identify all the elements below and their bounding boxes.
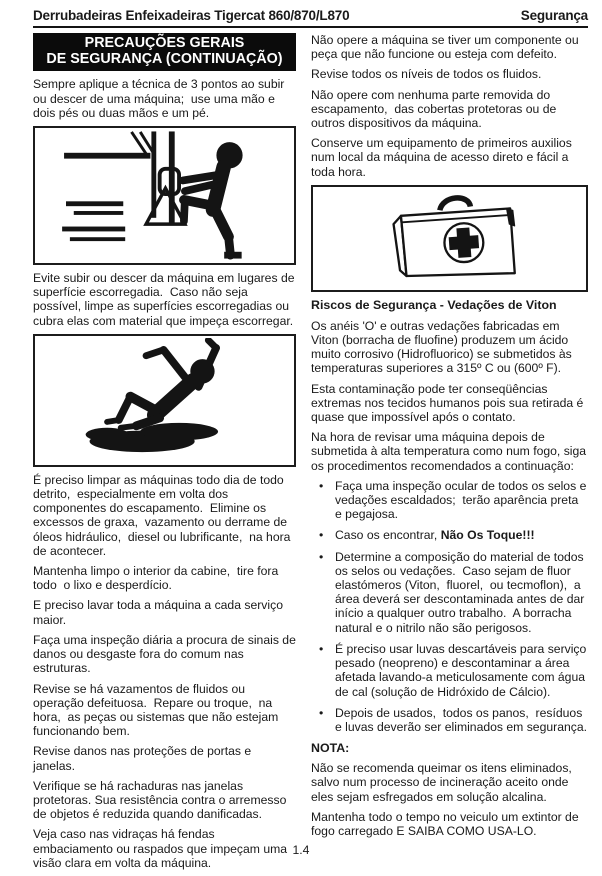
paragraph: Evite subir ou descer da máquina em lugares de superfície escorregadia. Caso não seja possível, limpe as superfícies escorregadias ou cubra elas com material que impeça escorregar.: [33, 271, 298, 328]
paragraph: É preciso limpar as máquinas todo dia de todo detrito, especialmente em volta dos componentes do escapamento. Elimine os excessos de graxa, vazamento ou derrame de óleos hidráulico, diesel ou lubrificante, na hora de acontecer.: [33, 472, 294, 558]
right-column: [311, 33, 588, 876]
bullet-icon: •: [319, 478, 324, 493]
procedure-bullet-list: [311, 479, 588, 734]
list-item: [311, 528, 588, 542]
page-number: 1.4: [292, 843, 310, 857]
list-item: • Depois de usados, todos os panos, resíduos e luvas deverão ser eliminados em segurança.: [311, 706, 588, 734]
figure-first-aid-kit: [311, 185, 588, 292]
nota-label: NOTA:: [311, 741, 350, 756]
list-item: • Determine a composição do material de todos os selos ou vedações. Caso sejam de fluor elastómeros (Viton, fluorel, ou tecmoflon), a área deverá ser descontaminada antes de dar início a qualquer outro trabalho. A borracha natural e o nitrilo não são perigosos.: [311, 550, 588, 635]
paragraph: Não opere com nenhuma parte removida do escapamento, das cobertas protetoras ou de outros dispositivos da máquina.: [311, 87, 560, 131]
figure-three-point-contact: [33, 126, 296, 265]
bullet-text-normal: Caso os encontrar,: [335, 528, 441, 543]
bullet-icon: •: [319, 641, 324, 656]
header-product-title: Derrubadeiras Enfeixadeiras Tigercat 860/870/L870: [33, 8, 350, 23]
paragraph: Conserve um equipamento de primeiros auxilios num local da máquina de acesso direto e fácil a toda hora.: [311, 136, 576, 179]
subsection-heading-viton: Riscos de Segurança - Vedações de Viton: [311, 297, 557, 312]
first-aid-kit-icon: [316, 189, 584, 288]
paragraph: Verifique se há rachaduras nas janelas protetoras. Sua resistência contra o arremesso de objetos é reduzida quando danificadas.: [33, 778, 290, 822]
section-title-line2: DE SEGURANÇA (CONTINUAÇÃO): [46, 50, 283, 67]
page-header: [33, 8, 588, 28]
paragraph: Mantenha todo o tempo no veiculo um extintor de fogo carregado E SAIBA COMO USA-LO.: [311, 809, 583, 838]
bullet-icon: •: [319, 549, 324, 564]
list-item: • Faça uma inspeção ocular de todos os selos e vedações escaldados; terão aparência preta e pegajosa.: [311, 479, 588, 522]
paragraph: Sempre aplique a técnica de 3 pontos ao subir ou descer de uma máquina; use uma mão e dois pés ou duas mãos e um pé.: [33, 77, 288, 120]
paragraph: Revise danos nas proteções de portas e janelas.: [33, 744, 255, 773]
list-item: • É preciso usar luvas descartáveis para serviço pesado (neopreno) e descontaminar a área afetada lavando-a meticulosamente com água de cal (solução de Hidróxido de Cálcio).: [311, 642, 588, 699]
paragraph: Não opere a máquina se tiver um componente ou peça que não funcione ou esteja com defeito.: [311, 33, 582, 62]
paragraph: Veja caso nas vidraças há fendas embaciamento ou raspados que impeçam uma visão clara em volta da máquina.: [33, 827, 291, 870]
paragraph: Os anéis 'O' e outras vedações fabricadas em Viton (borracha de fluofine) produzem um ácido muito corrosivo (Hidrofluorico) se submetidos às temperaturas superiores a 315º C ou (600º F).: [311, 318, 576, 376]
bullet-text-bold: Não Os Toque!!!: [440, 528, 535, 543]
paragraph: Não se recomenda queimar os itens eliminados, salvo num processo de incineração aceito onde eles sejam esfregados em solução alcalina.: [311, 761, 576, 804]
paragraph: Revise se há vazamentos de fluidos ou operação defeituosa. Repare ou troque, na hora, as peças ou sistemas que não estejam funcionando bem.: [33, 681, 282, 739]
header-section-title: Segurança: [520, 8, 588, 23]
left-column: [33, 33, 300, 876]
three-point-contact-climbing-icon: [37, 130, 292, 261]
paragraph: Revise todos os níveis de todos os fluidos.: [311, 67, 542, 82]
paragraph: Esta contaminação pode ter conseqüências extremas nos tecidos humanos pois sua retirada é quase que impossível após o contato.: [311, 381, 587, 425]
two-column-layout: [33, 33, 588, 876]
section-title-line1: PRECAUÇÕES GERAIS: [84, 35, 245, 51]
paragraph: E preciso lavar toda a máquina a cada serviço maior.: [33, 598, 287, 627]
bullet-icon: •: [319, 705, 324, 720]
paragraph: Mantenha limpo o interior da cabine, tire fora todo o lixo e desperdício.: [33, 564, 282, 593]
paragraph: Na hora de revisar uma máquina depois de submetida à alta temperatura como num fogo, siga os procedimentos recomendados a continuação:: [311, 430, 590, 473]
figure-slip-and-fall: [33, 334, 296, 467]
bullet-icon: •: [319, 528, 324, 543]
paragraph: Faça uma inspeção diária a procura de sinais de danos ou desgaste fora do comum nas estruturas.: [33, 632, 300, 676]
slip-and-fall-icon: [37, 338, 292, 463]
section-title-banner: [33, 33, 296, 71]
